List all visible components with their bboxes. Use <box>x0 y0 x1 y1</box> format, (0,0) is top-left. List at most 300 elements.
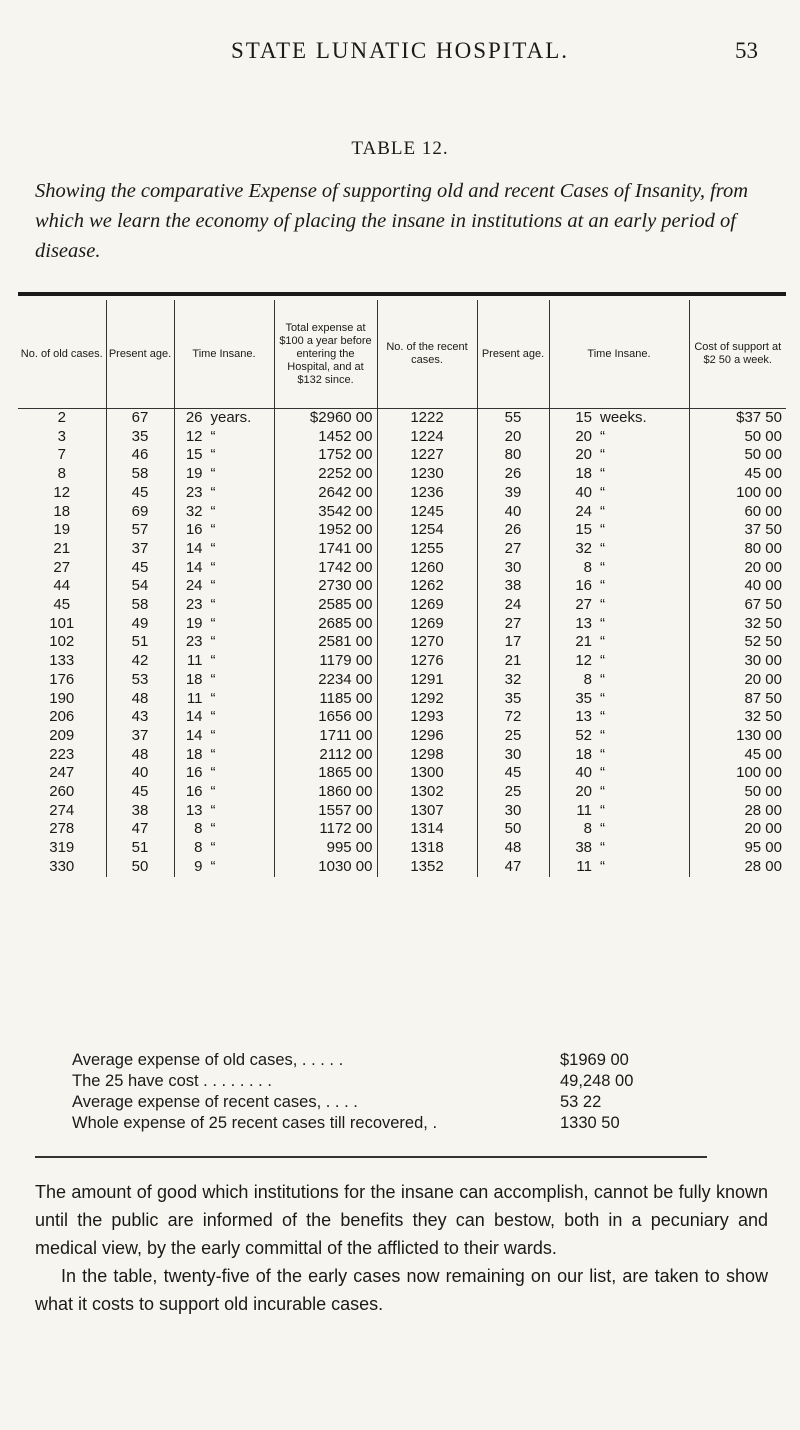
time-unit: “ <box>600 558 605 576</box>
cell-recent-case: 1260 <box>377 559 477 578</box>
cell-cost-of-support: 67 50 <box>689 596 786 615</box>
summary-value: 53 22 <box>560 1093 602 1111</box>
cell-recent-time-insane <box>549 521 689 540</box>
time-value: 38 <box>575 839 592 857</box>
time-unit: “ <box>210 764 216 782</box>
cell-recent-age: 35 <box>477 690 549 709</box>
time-unit: “ <box>210 783 216 801</box>
table-row <box>18 409 786 428</box>
cell-present-age: 58 <box>106 465 174 484</box>
cell-cost-of-support: 60 00 <box>689 503 786 522</box>
time-value: 19 <box>185 465 203 483</box>
time-value: 8 <box>583 670 592 688</box>
cell-recent-time-insane <box>549 446 689 465</box>
cell-total-expense: 2234 00 <box>274 671 377 690</box>
cell-old-case: 21 <box>53 539 71 557</box>
time-value: 35 <box>575 689 592 707</box>
time-value: 14 <box>185 558 203 576</box>
cell-recent-case: 1269 <box>377 615 477 634</box>
time-unit: “ <box>210 652 216 670</box>
cell-total-expense: 1752 00 <box>274 446 377 465</box>
time-unit: “ <box>210 446 216 464</box>
cell-recent-case: 1276 <box>377 652 477 671</box>
table-row <box>18 615 786 634</box>
time-unit: years. <box>210 409 252 426</box>
cell-cost-of-support: 130 00 <box>689 727 786 746</box>
cell-recent-age: 30 <box>477 746 549 765</box>
time-value: 14 <box>185 539 203 557</box>
table-row <box>18 503 786 522</box>
time-unit: “ <box>600 857 605 875</box>
page-number: 53 <box>735 38 758 63</box>
cell-recent-case: 1227 <box>377 446 477 465</box>
cell-total-expense: 2112 00 <box>274 746 377 765</box>
cell-present-age: 69 <box>106 503 174 522</box>
time-value: 23 <box>185 596 203 614</box>
table-row <box>18 858 786 877</box>
time-unit: “ <box>600 652 605 670</box>
cell-recent-age: 39 <box>477 484 549 503</box>
cell-recent-time-insane <box>549 708 689 727</box>
time-value: 11 <box>186 689 203 707</box>
cell-recent-age: 21 <box>477 652 549 671</box>
time-value: 18 <box>575 745 592 763</box>
cell-old-case: 278 <box>49 820 75 838</box>
cell-cost-of-support: $37 50 <box>689 409 786 428</box>
time-value: 26 <box>185 409 203 426</box>
cell-recent-time-insane <box>549 559 689 578</box>
table-row <box>18 802 786 821</box>
cell-time-insane <box>174 820 274 839</box>
cell-time-insane <box>174 858 274 877</box>
cell-recent-case: 1291 <box>377 671 477 690</box>
top-rule <box>18 292 786 296</box>
cell-recent-age: 30 <box>477 559 549 578</box>
table-row <box>18 764 786 783</box>
summary-row <box>72 1071 692 1092</box>
summary-label: Whole expense of 25 recent cases till recovered, . <box>72 1114 438 1132</box>
cell-time-insane <box>174 559 274 578</box>
time-value: 20 <box>575 446 592 464</box>
time-value: 12 <box>185 427 203 445</box>
time-unit: “ <box>210 614 216 632</box>
cell-present-age: 35 <box>106 428 174 447</box>
cell-time-insane <box>174 540 274 559</box>
time-unit: “ <box>600 783 605 801</box>
cell-cost-of-support: 30 00 <box>689 652 786 671</box>
body-paragraph: In the table, twenty-five of the early cases now remaining on our list, are taken to show what it costs to support old incurable cases. <box>35 1266 768 1314</box>
cell-recent-age: 20 <box>477 428 549 447</box>
table-row <box>18 727 786 746</box>
cell-present-age: 51 <box>106 839 174 858</box>
cell-present-age: 37 <box>106 727 174 746</box>
cell-recent-case: 1236 <box>377 484 477 503</box>
summary-row <box>72 1113 692 1134</box>
time-unit: “ <box>210 839 216 857</box>
cell-total-expense: 1741 00 <box>274 540 377 559</box>
time-value: 12 <box>575 652 592 670</box>
cell-total-expense: 1865 00 <box>274 764 377 783</box>
cell-old-case: 176 <box>49 670 75 688</box>
time-unit: “ <box>210 820 216 838</box>
cell-recent-time-insane <box>549 577 689 596</box>
cell-old-case: 133 <box>49 652 75 670</box>
cell-recent-time-insane <box>549 727 689 746</box>
cell-present-age: 43 <box>106 708 174 727</box>
cell-time-insane <box>174 690 274 709</box>
time-unit: “ <box>600 465 605 483</box>
cell-recent-age: 72 <box>477 708 549 727</box>
cell-cost-of-support: 50 00 <box>689 783 786 802</box>
cell-recent-case: 1262 <box>377 577 477 596</box>
time-unit: “ <box>210 483 216 501</box>
cell-recent-case: 1230 <box>377 465 477 484</box>
cell-recent-age: 55 <box>477 409 549 428</box>
cell-recent-time-insane <box>549 858 689 877</box>
summary-row <box>72 1092 692 1113</box>
cell-total-expense: 1172 00 <box>274 820 377 839</box>
cell-old-case: 330 <box>49 857 75 875</box>
cell-recent-age: 30 <box>477 802 549 821</box>
cell-recent-time-insane <box>549 596 689 615</box>
table-row <box>18 540 786 559</box>
cell-recent-time-insane <box>549 409 689 428</box>
col-header-time-insane: Time Insane. <box>174 300 274 409</box>
table-row <box>18 484 786 503</box>
cell-cost-of-support: 32 50 <box>689 708 786 727</box>
time-value: 27 <box>575 596 592 614</box>
cell-cost-of-support: 20 00 <box>689 559 786 578</box>
time-value: 16 <box>185 764 203 782</box>
cell-recent-time-insane <box>549 465 689 484</box>
cell-recent-age: 24 <box>477 596 549 615</box>
cell-total-expense: 2585 00 <box>274 596 377 615</box>
time-value: 8 <box>194 839 203 857</box>
time-value: 23 <box>185 483 203 501</box>
cell-present-age: 57 <box>106 521 174 540</box>
cell-time-insane <box>174 465 274 484</box>
time-unit: “ <box>210 689 216 707</box>
cell-recent-age: 26 <box>477 465 549 484</box>
cell-time-insane <box>174 652 274 671</box>
table-row <box>18 746 786 765</box>
time-unit: “ <box>210 708 216 726</box>
cell-recent-age: 80 <box>477 446 549 465</box>
cell-recent-age: 25 <box>477 783 549 802</box>
cell-total-expense: 995 00 <box>274 839 377 858</box>
cell-total-expense: 1179 00 <box>274 652 377 671</box>
time-unit: “ <box>210 801 216 819</box>
time-value: 20 <box>575 783 592 801</box>
time-value: 32 <box>185 502 203 520</box>
cell-cost-of-support: 45 00 <box>689 746 786 765</box>
time-unit: weeks. <box>600 409 647 426</box>
time-unit: “ <box>600 633 605 651</box>
cell-old-case: 18 <box>53 502 71 520</box>
time-unit: “ <box>210 521 216 539</box>
time-value: 11 <box>576 857 592 875</box>
time-value: 15 <box>575 409 592 426</box>
cell-old-case: 260 <box>49 783 75 801</box>
cell-present-age: 53 <box>106 671 174 690</box>
cell-cost-of-support: 52 50 <box>689 633 786 652</box>
cell-cost-of-support: 50 00 <box>689 428 786 447</box>
time-value: 52 <box>575 726 592 744</box>
time-unit: “ <box>210 427 216 445</box>
time-unit: “ <box>600 577 605 595</box>
cell-recent-age: 27 <box>477 615 549 634</box>
table-row <box>18 708 786 727</box>
table-row <box>18 577 786 596</box>
cell-cost-of-support: 37 50 <box>689 521 786 540</box>
page-header <box>0 38 800 78</box>
expense-table <box>18 300 786 877</box>
table-row <box>18 633 786 652</box>
cell-time-insane <box>174 484 274 503</box>
cell-total-expense: 2685 00 <box>274 615 377 634</box>
cell-time-insane <box>174 633 274 652</box>
cell-time-insane <box>174 521 274 540</box>
time-unit: “ <box>600 502 605 520</box>
cell-present-age: 67 <box>106 409 174 428</box>
cell-total-expense: $2960 00 <box>274 409 377 428</box>
cell-old-case: 319 <box>49 839 75 857</box>
cell-recent-case: 1314 <box>377 820 477 839</box>
time-unit: “ <box>600 726 605 744</box>
cell-total-expense: 2252 00 <box>274 465 377 484</box>
time-value: 23 <box>185 633 203 651</box>
cell-old-case: 2 <box>57 409 66 426</box>
cell-recent-case: 1292 <box>377 690 477 709</box>
table-row <box>18 820 786 839</box>
col-header-present-age: Present age. <box>106 300 174 409</box>
cell-total-expense: 1742 00 <box>274 559 377 578</box>
cell-recent-time-insane <box>549 428 689 447</box>
time-value: 24 <box>575 502 592 520</box>
table-header-row <box>18 300 786 409</box>
cell-total-expense: 1557 00 <box>274 802 377 821</box>
time-value: 24 <box>185 577 203 595</box>
time-value: 14 <box>185 726 203 744</box>
time-unit: “ <box>210 633 216 651</box>
cell-present-age: 54 <box>106 577 174 596</box>
time-unit: “ <box>210 465 216 483</box>
cell-present-age: 48 <box>106 746 174 765</box>
time-unit: “ <box>600 670 605 688</box>
cell-time-insane <box>174 615 274 634</box>
table-title: TABLE 12. <box>351 138 449 159</box>
cell-present-age: 50 <box>106 858 174 877</box>
cell-recent-age: 25 <box>477 727 549 746</box>
col-header-recent-cases: No. of the recent cases. <box>377 300 477 409</box>
cell-recent-age: 27 <box>477 540 549 559</box>
time-unit: “ <box>600 689 605 707</box>
time-unit: “ <box>600 820 605 838</box>
cell-recent-time-insane <box>549 783 689 802</box>
cell-old-case: 8 <box>57 465 66 483</box>
table-body <box>18 409 786 877</box>
cell-present-age: 45 <box>106 783 174 802</box>
time-value: 8 <box>583 558 592 576</box>
cell-present-age: 45 <box>106 559 174 578</box>
time-unit: “ <box>600 614 605 632</box>
cell-cost-of-support: 28 00 <box>689 802 786 821</box>
cell-total-expense: 1452 00 <box>274 428 377 447</box>
time-value: 40 <box>575 764 592 782</box>
cell-recent-case: 1293 <box>377 708 477 727</box>
cell-present-age: 38 <box>106 802 174 821</box>
table-row <box>18 559 786 578</box>
cell-time-insane <box>174 839 274 858</box>
cell-present-age: 49 <box>106 615 174 634</box>
cell-old-case: 45 <box>53 596 71 614</box>
time-value: 20 <box>575 427 592 445</box>
cell-recent-age: 45 <box>477 764 549 783</box>
cell-time-insane <box>174 746 274 765</box>
cell-recent-case: 1224 <box>377 428 477 447</box>
table-row <box>18 783 786 802</box>
cell-cost-of-support: 20 00 <box>689 820 786 839</box>
col-header-recent-present-age: Present age. <box>477 300 549 409</box>
body-paragraph: The amount of good which institutions for the insane can accomplish, cannot be fully known until the public are informed of the benefits they can bestow, both in a pecuniary and medical view, by the early committal of the afflicted to their wards. <box>35 1182 768 1258</box>
cell-time-insane <box>174 503 274 522</box>
table-row <box>18 596 786 615</box>
time-unit: “ <box>600 801 605 819</box>
cell-total-expense: 1656 00 <box>274 708 377 727</box>
time-value: 16 <box>185 521 203 539</box>
cell-recent-age: 47 <box>477 858 549 877</box>
cell-old-case: 209 <box>49 726 75 744</box>
time-value: 15 <box>185 446 203 464</box>
cell-recent-case: 1296 <box>377 727 477 746</box>
cell-old-case: 12 <box>53 483 71 501</box>
table-row <box>18 652 786 671</box>
cell-time-insane <box>174 764 274 783</box>
cell-old-case: 27 <box>53 558 71 576</box>
time-unit: “ <box>600 446 605 464</box>
cell-recent-time-insane <box>549 633 689 652</box>
cell-cost-of-support: 50 00 <box>689 446 786 465</box>
cell-present-age: 42 <box>106 652 174 671</box>
bottom-rule <box>35 1156 707 1158</box>
time-value: 40 <box>575 483 592 501</box>
cell-cost-of-support: 95 00 <box>689 839 786 858</box>
time-unit: “ <box>600 427 605 445</box>
cell-recent-time-insane <box>549 839 689 858</box>
cell-present-age: 45 <box>106 484 174 503</box>
cell-time-insane <box>174 428 274 447</box>
cell-cost-of-support: 28 00 <box>689 858 786 877</box>
time-unit: “ <box>210 726 216 744</box>
table-row <box>18 671 786 690</box>
time-unit: “ <box>210 539 216 557</box>
time-value: 13 <box>575 708 592 726</box>
cell-old-case: 247 <box>49 764 75 782</box>
cell-old-case: 7 <box>57 446 66 464</box>
cell-present-age: 48 <box>106 690 174 709</box>
time-unit: “ <box>600 708 605 726</box>
cell-recent-time-insane <box>549 484 689 503</box>
cell-present-age: 46 <box>106 446 174 465</box>
summary-block <box>72 1050 692 1134</box>
running-title: STATE LUNATIC HOSPITAL. <box>230 38 570 63</box>
cell-old-case: 102 <box>49 633 75 651</box>
body-text <box>35 1178 768 1318</box>
time-value: 9 <box>194 857 203 875</box>
table-row <box>18 839 786 858</box>
col-header-old-cases: No. of old cases. <box>18 300 106 409</box>
time-value: 13 <box>575 614 592 632</box>
time-unit: “ <box>210 502 216 520</box>
cell-recent-case: 1298 <box>377 746 477 765</box>
cell-cost-of-support: 80 00 <box>689 540 786 559</box>
cell-time-insane <box>174 727 274 746</box>
summary-value: 1330 50 <box>560 1114 620 1132</box>
col-header-total-expense: Total expense at $100 a year before entering the Hospital, and at $132 since. <box>274 300 377 409</box>
time-value: 32 <box>575 539 592 557</box>
cell-old-case: 190 <box>49 689 75 707</box>
cell-recent-time-insane <box>549 615 689 634</box>
cell-recent-case: 1307 <box>377 802 477 821</box>
cell-recent-age: 26 <box>477 521 549 540</box>
cell-recent-age: 38 <box>477 577 549 596</box>
summary-value: 49,248 00 <box>560 1072 634 1090</box>
cell-present-age: 58 <box>106 596 174 615</box>
time-unit: “ <box>600 745 605 763</box>
time-value: 18 <box>575 465 592 483</box>
cell-total-expense: 2642 00 <box>274 484 377 503</box>
summary-row <box>72 1050 692 1071</box>
time-unit: “ <box>210 558 216 576</box>
cell-cost-of-support: 100 00 <box>689 764 786 783</box>
table-caption: Showing the comparative Expense of supporting old and recent Cases of Insanity, from which we learn the economy of placing the insane in institutions at an early period of disease. <box>35 180 749 262</box>
table-row <box>18 690 786 709</box>
cell-total-expense: 1952 00 <box>274 521 377 540</box>
cell-old-case: 274 <box>49 801 75 819</box>
time-value: 15 <box>575 521 592 539</box>
cell-recent-case: 1254 <box>377 521 477 540</box>
time-value: 11 <box>576 801 592 819</box>
time-value: 11 <box>186 652 203 670</box>
cell-recent-case: 1352 <box>377 858 477 877</box>
cell-recent-age: 40 <box>477 503 549 522</box>
time-value: 13 <box>185 801 203 819</box>
cell-recent-case: 1270 <box>377 633 477 652</box>
cell-time-insane <box>174 577 274 596</box>
table-row <box>18 428 786 447</box>
cell-recent-time-insane <box>549 764 689 783</box>
cell-total-expense: 3542 00 <box>274 503 377 522</box>
cell-recent-age: 50 <box>477 820 549 839</box>
time-unit: “ <box>600 596 605 614</box>
cell-recent-case: 1302 <box>377 783 477 802</box>
time-unit: “ <box>210 745 216 763</box>
cell-total-expense: 2581 00 <box>274 633 377 652</box>
time-unit: “ <box>210 577 216 595</box>
cell-old-case: 101 <box>49 614 75 632</box>
time-unit: “ <box>600 483 605 501</box>
time-value: 16 <box>575 577 592 595</box>
table-row <box>18 465 786 484</box>
time-unit: “ <box>210 857 216 875</box>
cell-old-case: 206 <box>49 708 75 726</box>
cell-recent-time-insane <box>549 671 689 690</box>
cell-present-age: 47 <box>106 820 174 839</box>
cell-cost-of-support: 40 00 <box>689 577 786 596</box>
cell-time-insane <box>174 446 274 465</box>
cell-time-insane <box>174 409 274 428</box>
cell-recent-time-insane <box>549 802 689 821</box>
